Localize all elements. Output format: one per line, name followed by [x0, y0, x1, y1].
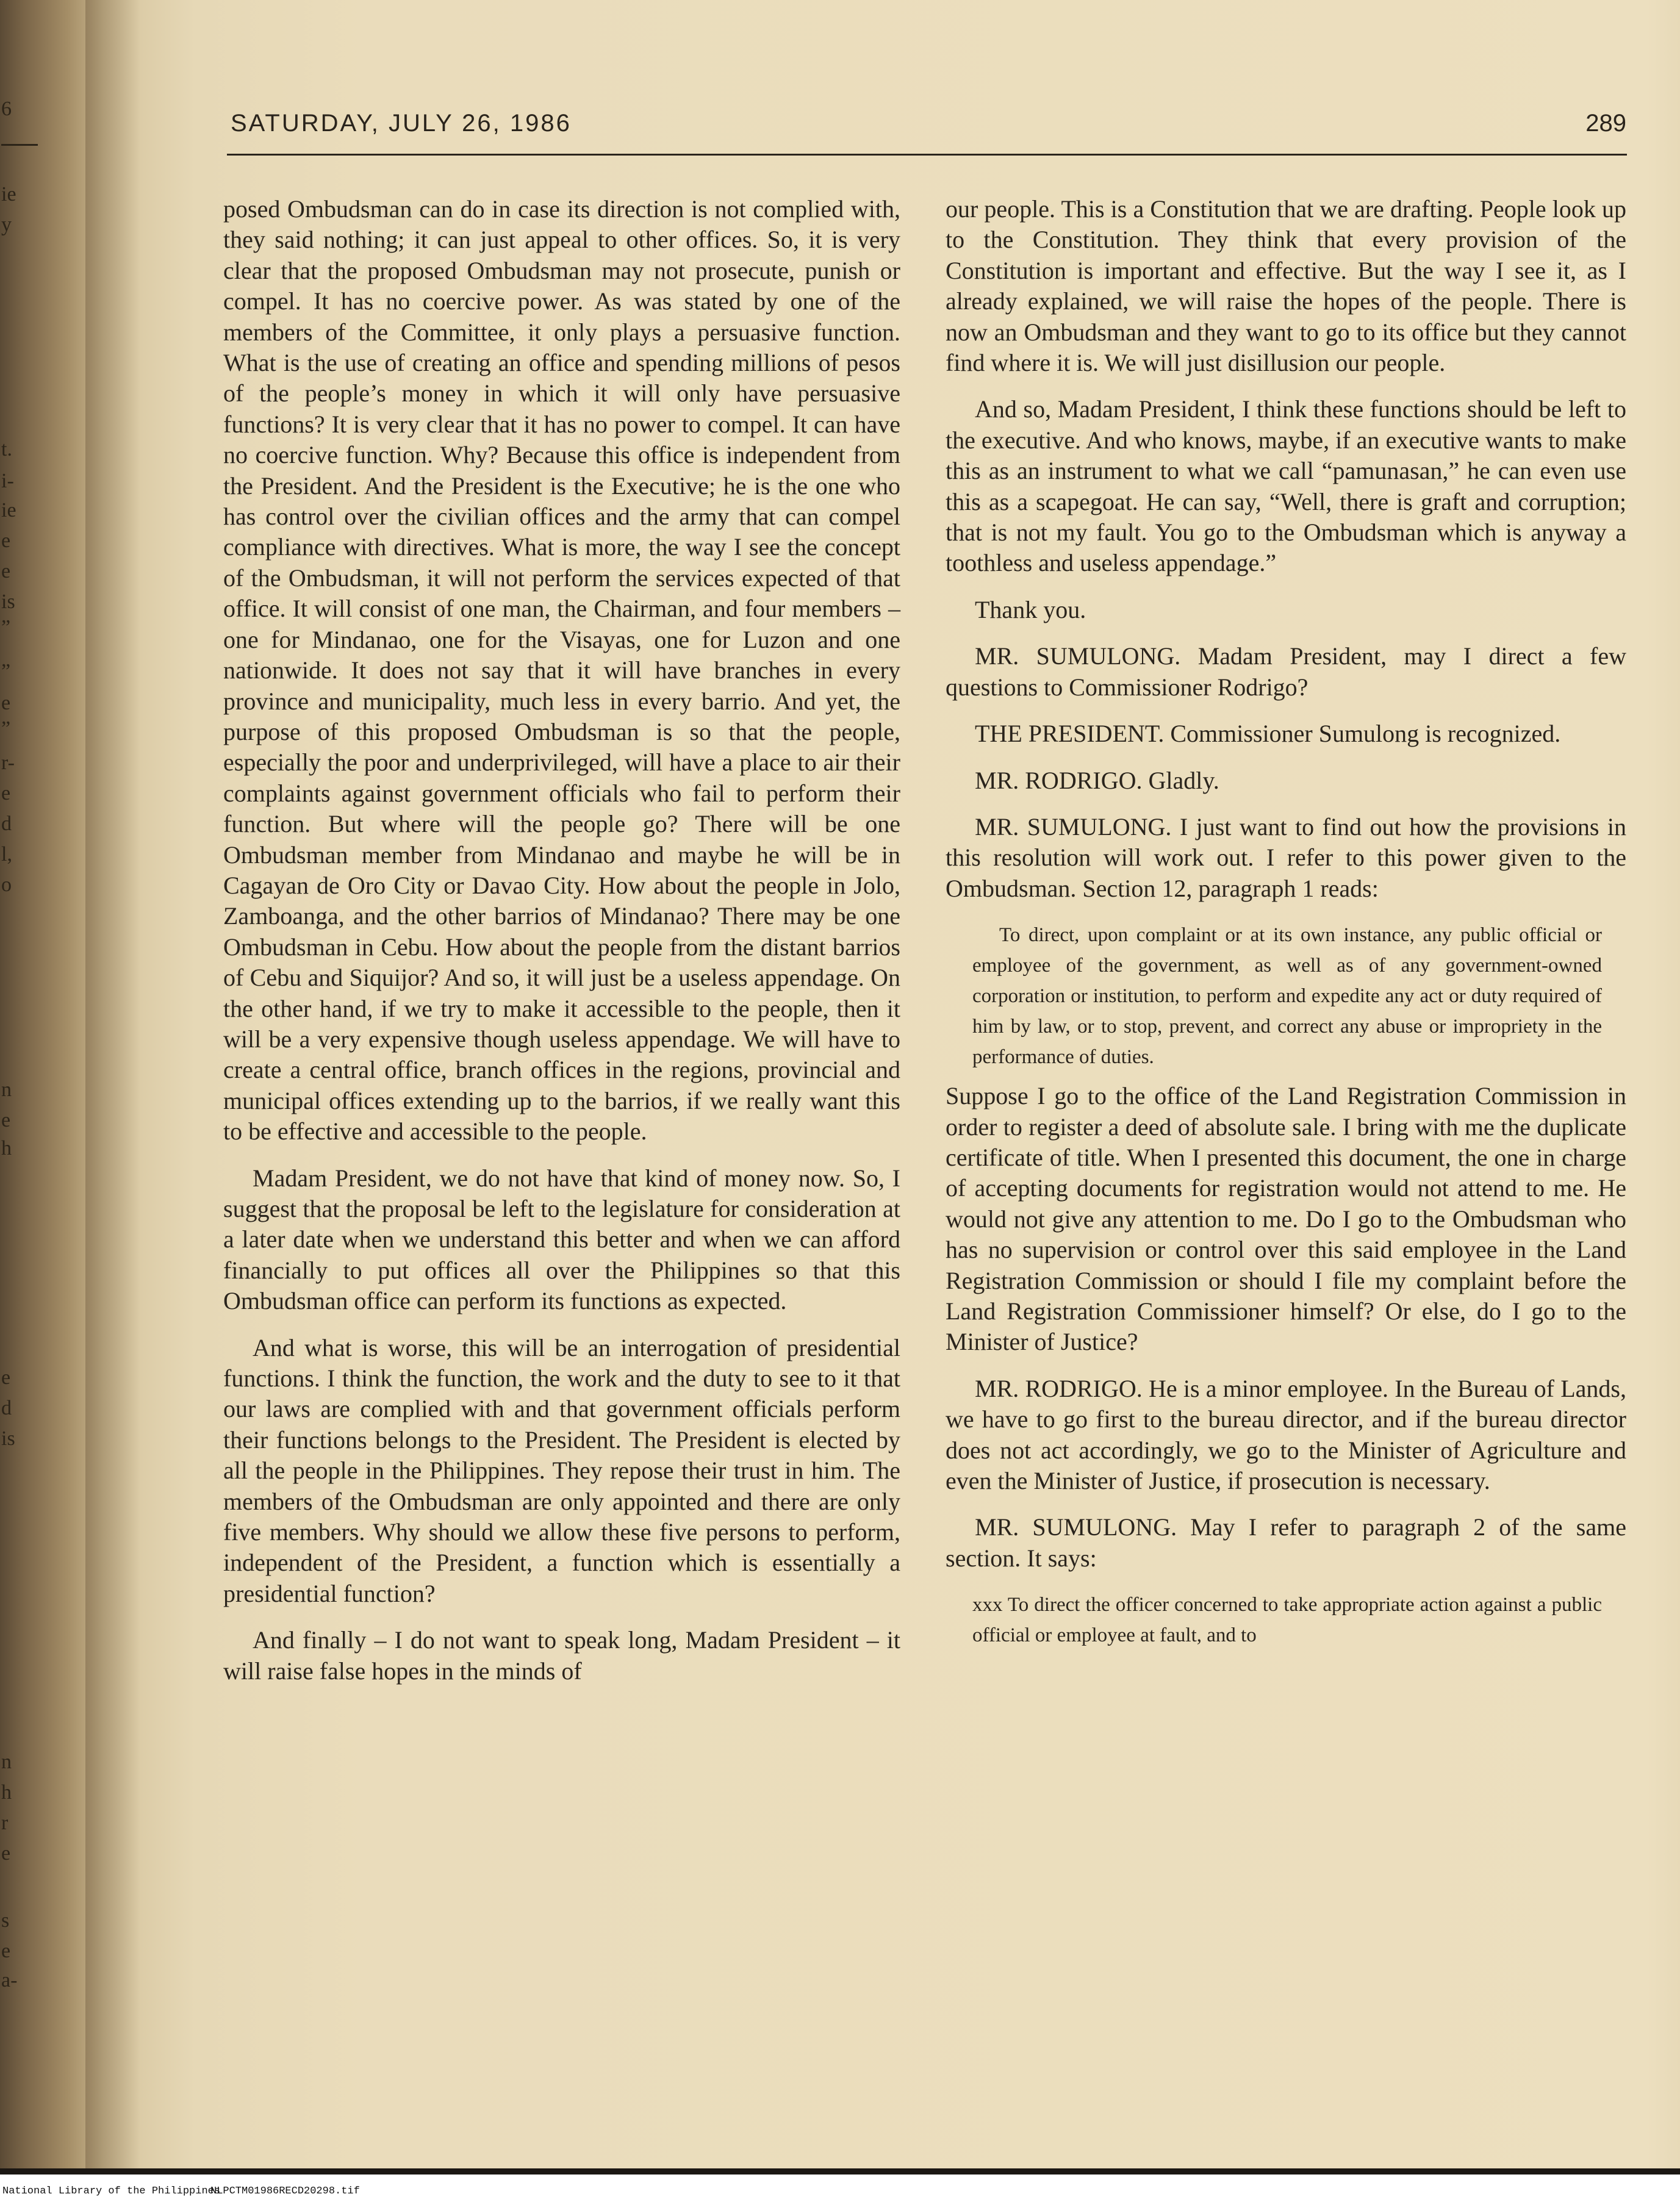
margin-fragment: d [1, 1397, 12, 1419]
margin-fragment: t. [1, 438, 12, 461]
running-header [231, 104, 1626, 146]
speaker-paragraph: MR. SUMULONG. I just want to find out how the provisions in this resolution will work out. I refer to this power given to the Ombudsman. Section 12, paragraph 1 reads: [946, 812, 1626, 902]
margin-fragment: a- [1, 1969, 18, 1992]
speaker-paragraph: THE PRESIDENT. Commissioner Sumulong is recognized. [975, 720, 1561, 748]
scan-footer [0, 2175, 1680, 2205]
margin-fragment: 6 [1, 98, 12, 120]
paragraph: Thank you. [975, 595, 1086, 623]
paragraph: our people. This is a Constitution that we are drafting. People look up to the Constitution. They think that every provision of the Constitution is important and effective. But the way I see it, as I already explained, we will raise the hopes of the people. There is now an Ombudsman and they want to go to its office but they cannot find where it is. We will just disillusion our people. [946, 195, 1626, 377]
paragraph: And so, Madam President, I think these functions should be left to the executive. And who knows, maybe, if an executive wants to make this as an instrument to what we call “pamunasan,” he can even use this as a scapegoat. He can say, “Well, there is graft and corruption; that is not my fault. You go to the Ombudsman which is anyway a toothless and useless appendage.” [946, 395, 1626, 577]
margin-fragment: e [1, 782, 11, 805]
margin-fragment: y [1, 213, 12, 236]
speaker-paragraph: MR. RODRIGO. He is a minor employee. In the Bureau of Lands, we have to go first to the bureau director, and if the bureau director does not act accordingly, we go to the Minister of Agriculture and even the Minister of Justice, if prosecution is necessary. [946, 1374, 1626, 1494]
scan-filename: NLPCTM01986RECD20298.tif [210, 2185, 360, 2197]
library-credit: National Library of the Philippines [2, 2185, 221, 2197]
header-rule [227, 154, 1627, 156]
margin-fragment: i- [1, 470, 14, 492]
margin-fragments [0, 0, 37, 2171]
margin-fragment: n [1, 1751, 12, 1773]
margin-fragment: r- [1, 751, 15, 774]
margin-fragment: d [1, 812, 12, 835]
margin-fragment: e [1, 692, 11, 714]
left-column [223, 194, 900, 1702]
margin-fragment: s [1, 1909, 10, 1932]
margin-fragment: e [1, 1842, 11, 1865]
block-quote: xxx To direct the officer concerned to take appropriate action against a public official or employee at fault, and to [972, 1594, 1602, 1647]
paragraph: Suppose I go to the office of the Land Registration Commission in order to register a deed of absolute sale. I bring with me the duplicate certificate of title. When I presented this document, the one in charge of accepting documents for registration would not attend to me. He would not give any attention to me. Do I go to the Ombudsman who has no supervision or control over this said employee in the Land Registration Commission or should I file my complaint before the Land Registration Commissioner himself? Or else, do I go to the Minister of Justice? [946, 1082, 1626, 1356]
speaker-paragraph: MR. SUMULONG. May I refer to paragraph 2 of the same section. It says: [946, 1513, 1626, 1572]
margin-fragment: is [1, 1427, 15, 1450]
margin-fragment: ie [1, 183, 16, 206]
paragraph: And finally – I do not want to speak long, Madam President – it will raise false hopes in the minds of [223, 1626, 900, 1685]
margin-fragment: ” [1, 660, 11, 683]
margin-fragment: r [1, 1812, 9, 1834]
margin-fragment: e [1, 529, 11, 552]
right-column [946, 194, 1626, 1659]
margin-fragment: ” [1, 616, 11, 639]
margin-fragment: h [1, 1781, 12, 1804]
page-bottom-edge [0, 2168, 1680, 2175]
paragraph: And what is worse, this will be an interrogation of presidential functions. I think the function, the work and the duty to see to it that our laws are complied with and that government officials perform their functions belongs to the President. The President is elected by all the people in the Philippines. They repose their trust in him. The members of the Ombudsman are only appointed and there are only five members. Why should we allow these five persons to perform, independent of the President, a function which is essentially a presidential function? [223, 1333, 900, 1607]
margin-fragment: e [1, 1109, 11, 1131]
page-number: 289 [1585, 110, 1626, 137]
speaker-paragraph: MR. RODRIGO. Gladly. [975, 766, 1219, 794]
margin-fragment: l, [1, 843, 12, 866]
block-quote: To direct, upon complaint or at its own instance, any public official or employee of the government, as well as of any government-owned corporation or institution, to perform and expedite any act or duty required of him by law, or to stop, prevent, and correct any abuse or impropriety in the performance of duties. [972, 924, 1602, 1069]
speaker-paragraph: MR. SUMULONG. Madam President, may I direct a few questions to Commissioner Rodrigo? [946, 642, 1626, 701]
spine-shadow [85, 0, 140, 2171]
margin-fragment: o [1, 873, 12, 896]
margin-fragment: e [1, 560, 11, 583]
margin-fragment: ” [1, 717, 11, 740]
margin-fragment: e [1, 1940, 11, 1962]
paragraph: Madam President, we do not have that kind of money now. So, I suggest that the proposal be left to the legislature for consideration at a later date when we understand this better and when we can afford financially to put offices all over the Philippines so that this Ombudsman office can perform its functions as expected. [223, 1164, 900, 1315]
margin-fragment: n [1, 1078, 12, 1101]
margin-fragment: ie [1, 499, 16, 522]
header-date: SATURDAY, JULY 26, 1986 [231, 110, 572, 137]
margin-fragment: h [1, 1137, 12, 1160]
margin-fragment: is [1, 590, 15, 613]
margin-fragment: e [1, 1366, 11, 1389]
paragraph: posed Ombudsman can do in case its direction is not complied with, they said nothing; it can just appeal to other offices. So, it is very clear that the proposed Ombudsman may not prosecute, punish or compel. It has no coercive power. As was stated by one of the members of the Committee, it only plays a persuasive function. What is the use of creating an office and spending millions of pesos of the people’s money in which it will only have persuasive functions? It is very clear that it has no power to compel. It can have no coercive function. Why? Because this office is independent from the President. And the President is the Executive; he is the one who has control over the civilian offices and the army that can compel compliance with directives. What is more, the way I see the concept of the Ombudsman, it will not perform the services expected of that office. It will consist of one man, the Chairman, and four members – one for Mindanao, one for the Visayas, one for Luzon and one nationwide. It does not say that it will have branches in every province and municipality, much less in every barrio. And yet, the purpose of this proposed Ombudsman is so that the people, especially the poor and underprivileged, will have a place to air their complaints against government officials who fail to perform their function. But where will the people go? There will be one Ombudsman member from Mindanao and maybe he will be in Cagayan de Oro City or Davao City. How about the people in Jolo, Zamboanga, and the other barrios of Mindanao? There may be one Ombudsman in Cebu. How about the people from the distant barrios of Cebu and Siquijor? And so, it will just be a useless appendage. On the other hand, if we try to make it accessible to the people, then it will be a very expensive though useless appendage. We will have to create a central office, branch offices in the regions, provincial and municipal offices extending up to the barrios, if we really want this to be effective and accessible to the people. [223, 195, 900, 1146]
